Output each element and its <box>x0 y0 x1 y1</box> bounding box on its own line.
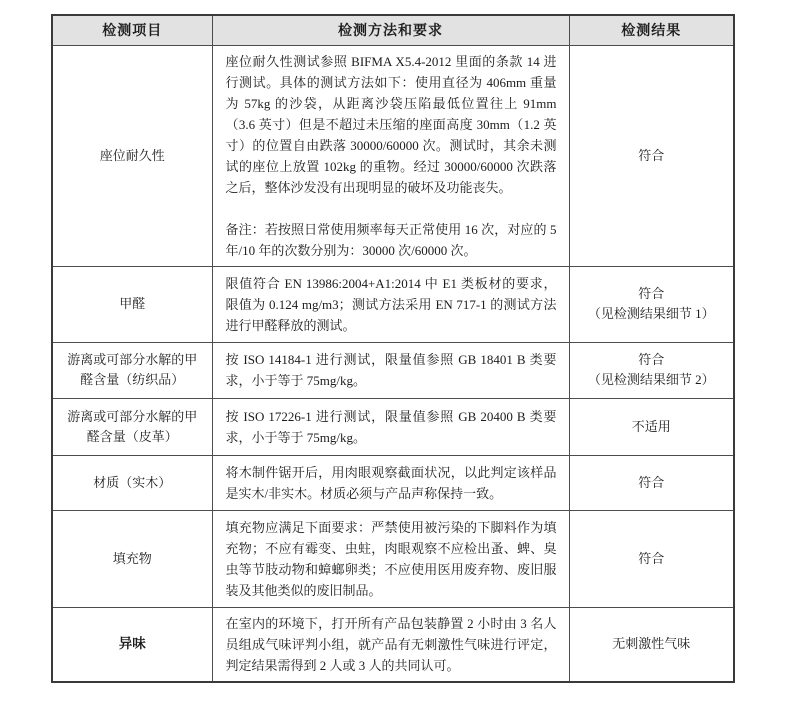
result-detail-line: （见检测结果细节 1） <box>587 306 715 321</box>
method-text <box>212 398 569 455</box>
method-text <box>212 455 569 510</box>
item-name: 材质（实木） <box>52 455 212 510</box>
result-line: 无刺激性气味 <box>612 636 691 651</box>
header-test-item: 检测项目 <box>52 15 212 45</box>
header-row <box>52 15 734 45</box>
result-line: 符合 <box>638 286 665 301</box>
table-row-filling-material <box>52 510 734 607</box>
item-name: 异味 <box>52 607 212 682</box>
result-line: 不适用 <box>631 418 671 434</box>
header-test-method: 检测方法和要求 <box>212 15 569 45</box>
result-text <box>569 455 734 510</box>
table-row-formaldehyde <box>52 266 734 342</box>
table-row-odor <box>52 607 734 682</box>
result-detail-line: （见检测结果细节 2） <box>587 372 715 387</box>
method-text <box>212 510 569 607</box>
result-text <box>569 45 734 266</box>
method-paragraph: 限值符合 EN 13986:2004+A1:2014 中 E1 类板材的要求，限值为 0.124 mg/m3；测试方法采用 EN 717-1 的测试方法进行甲醛释放的测试。 <box>225 275 557 333</box>
item-name: 填充物 <box>52 510 212 607</box>
result-text <box>569 398 734 455</box>
table-row-material-solid-wood <box>52 455 734 510</box>
result-line: 符合 <box>638 352 665 367</box>
table-row-formaldehyde-leather <box>52 398 734 455</box>
table-row-seat-durability <box>52 45 734 266</box>
result-line: 符合 <box>638 474 665 490</box>
method-text <box>212 266 569 342</box>
result-text <box>569 510 734 607</box>
method-text <box>212 342 569 398</box>
item-name: 游离或可部分水解的甲醛含量（纺织品） <box>52 342 212 398</box>
item-name: 甲醛 <box>52 266 212 342</box>
method-paragraph: 填充物应满足下面要求：严禁使用被污染的下脚料作为填充物；不应有霉变、虫蛀，肉眼观察不应检出蚤、蜱、臭虫等节肢动物和蟑螂卵类；不应使用医用废弃物、废旧服装及其他类似的废旧制品。 <box>225 519 557 598</box>
item-name: 座位耐久性 <box>52 45 212 266</box>
method-paragraph: 按 ISO 17226-1 进行测试，限量值参照 GB 20400 B 类要求，小于等于 75mg/kg。 <box>225 408 557 445</box>
result-text <box>569 342 734 398</box>
header-test-result: 检测结果 <box>569 15 734 45</box>
table-row-formaldehyde-textile <box>52 342 734 398</box>
method-paragraph: 在室内的环境下，打开所有产品包装静置 2 小时由 3 名人员组成气味评判小组，就产品有无刺激性气味进行评定，判定结果需得到 2 人或 3 人的共同认可。 <box>225 615 557 673</box>
inspection-table <box>51 14 735 683</box>
result-text <box>569 266 734 342</box>
method-text <box>212 607 569 682</box>
method-text <box>212 45 569 266</box>
result-line: 符合 <box>638 550 665 566</box>
result-line: 符合 <box>638 147 665 163</box>
method-remark-paragraph: 备注：若按照日常使用频率每天正常使用 16 次，对应的 5 年/10 年的次数分别为：30000 次/60000 次。 <box>225 221 557 258</box>
method-paragraph: 将木制件锯开后，用肉眼观察截面状况，以此判定该样品是实木/非实木。材质必须与产品声称保持一致。 <box>225 464 557 501</box>
item-name: 游离或可部分水解的甲醛含量（皮革） <box>52 398 212 455</box>
result-text <box>569 607 734 682</box>
method-paragraph: 按 ISO 14184-1 进行测试，限量值参照 GB 18401 B 类要求，小于等于 75mg/kg。 <box>225 352 557 388</box>
method-paragraph: 座位耐久性测试参照 BIFMA X5.4-2012 里面的条款 14 进行测试。具体的测试方法如下：使用直径为 406mm 重量为 57kg 的沙袋，从距离沙袋压陷最低位置往上 91mm（3.6 英寸）但是不超过未压缩的座面高度 30mm（1.2 英寸）的位置自由跌落 30000/60000 次。测试时，其余未测试的座位上放置 102kg 的重物。经过 30000/60000 次跌落之后，整体沙发没有出现明显的破坏及功能丧失。 <box>225 53 557 195</box>
